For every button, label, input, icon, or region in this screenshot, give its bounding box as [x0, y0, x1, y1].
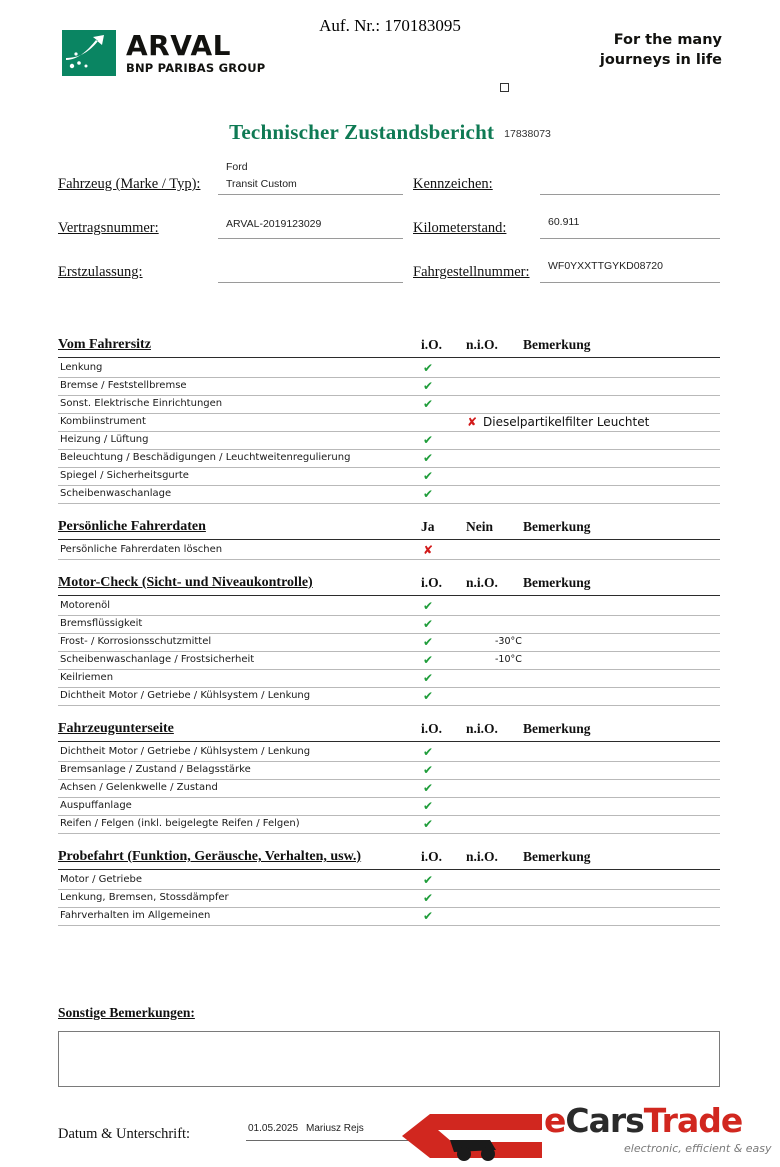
inspection-row-label: Sonst. Elektrische Einrichtungen — [60, 398, 223, 409]
arval-logo — [62, 30, 265, 76]
fahrgestellnummer-line — [540, 282, 720, 283]
ecarstrade-e: e — [544, 1101, 566, 1140]
checkbox-unlabeled[interactable] — [500, 83, 509, 92]
ecarstrade-arrow-icon — [392, 1106, 552, 1164]
kilometerstand-label: Kilometerstand: — [413, 220, 507, 236]
inspection-row-label: Achsen / Gelenkwelle / Zustand — [60, 782, 218, 793]
kennzeichen-label: Kennzeichen: — [413, 176, 493, 192]
inspection-row-label: Motor / Getriebe — [60, 874, 142, 885]
check-ok-icon[interactable]: ✔ — [423, 873, 434, 887]
ecarstrade-logo — [392, 1098, 772, 1164]
check-ok-icon[interactable]: ✔ — [423, 799, 434, 813]
kennzeichen-line — [540, 194, 720, 195]
section-title: Persönliche Fahrerdaten — [58, 519, 206, 534]
vehicle-info-block — [58, 156, 720, 288]
inspection-row-remark: -30°C — [495, 636, 522, 647]
inspection-row — [58, 360, 720, 378]
fahrgestellnummer-value: WF0YXXTTGYKD08720 — [548, 260, 663, 272]
check-ok-icon[interactable]: ✔ — [423, 817, 434, 831]
inspection-row — [58, 798, 720, 816]
fahrzeug-label: Fahrzeug (Marke / Typ): — [58, 176, 201, 192]
column-header-ok: i.O. — [421, 849, 443, 864]
inspection-row-label: Lenkung, Bremsen, Stossdämpfer — [60, 892, 229, 903]
check-ok-icon[interactable]: ✔ — [423, 451, 434, 465]
inspection-row — [58, 688, 720, 706]
check-not-ok-icon[interactable]: ✘ — [423, 543, 434, 557]
check-ok-icon[interactable]: ✔ — [423, 599, 434, 613]
check-ok-icon[interactable]: ✔ — [423, 617, 434, 631]
inspection-row-label: Dichtheit Motor / Getriebe / Kühlsystem / Lenkung — [60, 690, 311, 701]
inspection-row-label: Keilriemen — [60, 672, 114, 683]
check-ok-icon[interactable]: ✔ — [423, 361, 434, 375]
section-title: Motor-Check (Sicht- und Niveaukontrolle) — [58, 575, 313, 590]
inspection-row — [58, 890, 720, 908]
check-not-ok-icon[interactable]: ✘ — [467, 415, 478, 429]
vertragsnummer-value: ARVAL-2019123029 — [226, 218, 322, 230]
inspection-row-label: Bremse / Feststellbremse — [60, 380, 187, 391]
document-id: 17838073 — [504, 128, 551, 140]
inspection-row — [58, 872, 720, 890]
info-row-3 — [58, 244, 720, 288]
fahrzeug-make-value: Ford — [226, 161, 248, 173]
inspection-row-label: Dichtheit Motor / Getriebe / Kühlsystem / Lenkung — [60, 746, 311, 757]
page-title: Technischer Zustandsbericht — [229, 120, 495, 144]
erstzulassung-label: Erstzulassung: — [58, 264, 143, 280]
column-header-not-ok: n.i.O. — [466, 721, 498, 736]
inspection-row — [58, 378, 720, 396]
order-number: Auf. Nr.: 170183095 — [319, 16, 461, 35]
signature-label: Datum & Unterschrift: — [58, 1126, 191, 1142]
vertragsnummer-line — [218, 238, 403, 239]
inspection-row — [58, 816, 720, 834]
kilometerstand-line — [540, 238, 720, 239]
inspection-row-label: Auspuffanlage — [60, 800, 132, 811]
check-ok-icon[interactable]: ✔ — [423, 745, 434, 759]
arval-wordmark: ARVAL — [126, 28, 232, 62]
fahrzeug-line — [218, 194, 403, 195]
column-header-remark: Bemerkung — [523, 337, 591, 352]
inspection-row-label: Scheibenwaschanlage / Frostsicherheit — [60, 654, 255, 665]
section-rows — [58, 598, 720, 706]
check-ok-icon[interactable]: ✔ — [423, 671, 434, 685]
section-header — [58, 848, 720, 870]
other-remarks-block — [58, 1005, 720, 1087]
tagline-line-1: For the many — [613, 32, 722, 48]
inspection-section — [58, 574, 720, 706]
inspection-row-label: Heizung / Lüftung — [60, 434, 149, 445]
arval-logo-icon — [62, 30, 116, 76]
fahrgestellnummer-label: Fahrgestellnummer: — [413, 264, 530, 280]
section-rows — [58, 872, 720, 926]
section-rows — [58, 360, 720, 504]
column-header-remark: Bemerkung — [523, 575, 591, 590]
column-header-ok: Ja — [421, 519, 435, 534]
column-header-ok: i.O. — [421, 337, 443, 352]
info-row-2 — [58, 200, 720, 244]
fahrzeug-model-value: Transit Custom — [226, 178, 297, 190]
section-title: Fahrzeugunterseite — [58, 721, 174, 736]
inspection-row — [58, 396, 720, 414]
inspection-row — [58, 414, 720, 432]
check-ok-icon[interactable]: ✔ — [423, 781, 434, 795]
column-header-not-ok: n.i.O. — [466, 337, 498, 352]
check-ok-icon[interactable]: ✔ — [423, 891, 434, 905]
inspection-row-label: Kombiinstrument — [60, 416, 146, 427]
ecarstrade-cars: Cars — [565, 1101, 644, 1140]
check-ok-icon[interactable]: ✔ — [423, 909, 434, 923]
inspection-row-label: Frost- / Korrosionsschutzmittel — [60, 636, 212, 647]
inspection-row — [58, 634, 720, 652]
column-header-remark: Bemerkung — [523, 519, 591, 534]
inspection-row-label: Reifen / Felgen (inkl. beigelegte Reifen / Felgen) — [60, 818, 300, 829]
ecarstrade-wordmark — [544, 1101, 743, 1140]
check-ok-icon[interactable]: ✔ — [423, 397, 434, 411]
column-header-ok: i.O. — [421, 575, 443, 590]
inspection-row — [58, 598, 720, 616]
tagline — [600, 31, 722, 70]
inspection-row — [58, 670, 720, 688]
inspection-row — [58, 468, 720, 486]
inspection-row-remark: -10°C — [495, 654, 522, 665]
inspection-row-remark: Dieselpartikelfilter Leuchtet — [483, 415, 650, 429]
tagline-line-2: journeys in life — [599, 51, 722, 68]
column-header-ok: i.O. — [421, 721, 443, 736]
inspection-row-label: Bremsflüssigkeit — [60, 618, 143, 629]
erstzulassung-line — [218, 282, 403, 283]
check-ok-icon[interactable]: ✔ — [423, 469, 434, 483]
section-rows — [58, 744, 720, 834]
inspection-row-label: Scheibenwaschanlage — [60, 488, 172, 499]
check-ok-icon[interactable]: ✔ — [423, 379, 434, 393]
section-title: Probefahrt (Funktion, Geräusche, Verhalten, usw.) — [58, 849, 362, 864]
info-row-1 — [58, 156, 720, 200]
section-title: Vom Fahrersitz — [58, 337, 151, 352]
inspection-row — [58, 542, 720, 560]
check-ok-icon[interactable]: ✔ — [423, 763, 434, 777]
check-ok-icon[interactable]: ✔ — [423, 653, 434, 667]
document-title-row — [0, 120, 780, 145]
vertragsnummer-label: Vertragsnummer: — [58, 220, 159, 236]
inspection-row — [58, 652, 720, 670]
section-header — [58, 518, 720, 540]
section-rows — [58, 542, 720, 560]
inspection-section — [58, 848, 720, 926]
inspection-row — [58, 616, 720, 634]
column-header-remark: Bemerkung — [523, 849, 591, 864]
other-remarks-input[interactable] — [58, 1031, 720, 1087]
inspection-section — [58, 518, 720, 560]
section-header — [58, 720, 720, 742]
inspection-row — [58, 486, 720, 504]
inspection-row — [58, 744, 720, 762]
inspection-row-label: Beleuchtung / Beschädigungen / Leuchtweitenregulierung — [60, 452, 351, 463]
other-remarks-title: Sonstige Bemerkungen: — [58, 1005, 195, 1020]
inspection-row — [58, 762, 720, 780]
inspection-row-label: Spiegel / Sicherheitsgurte — [60, 470, 189, 481]
inspection-row — [58, 908, 720, 926]
inspection-row — [58, 450, 720, 468]
inspection-row-label: Fahrverhalten im Allgemeinen — [60, 910, 211, 921]
kilometerstand-value: 60.911 — [548, 216, 580, 228]
ecarstrade-tagline: electronic, efficient & easy — [624, 1142, 772, 1155]
arval-subbrand: BNP PARIBAS GROUP — [126, 60, 266, 75]
inspection-row-label: Motorenöl — [60, 600, 111, 611]
section-header — [58, 336, 720, 358]
inspection-row — [58, 432, 720, 450]
check-ok-icon[interactable]: ✔ — [423, 487, 434, 501]
column-header-remark: Bemerkung — [523, 721, 591, 736]
column-header-not-ok: n.i.O. — [466, 849, 498, 864]
inspection-section — [58, 720, 720, 834]
inspection-row-label: Lenkung — [60, 362, 103, 373]
inspection-row — [58, 780, 720, 798]
ecarstrade-trade: Trade — [643, 1101, 743, 1140]
inspection-row-label: Bremsanlage / Zustand / Belagsstärke — [60, 764, 251, 775]
section-header — [58, 574, 720, 596]
column-header-not-ok: Nein — [466, 519, 493, 534]
check-ok-icon[interactable]: ✔ — [423, 433, 434, 447]
check-ok-icon[interactable]: ✔ — [423, 635, 434, 649]
document-header — [0, 0, 780, 110]
signature-name: Mariusz Rejs — [306, 1123, 364, 1134]
check-ok-icon[interactable]: ✔ — [423, 689, 434, 703]
column-header-not-ok: n.i.O. — [466, 575, 498, 590]
inspection-sections — [58, 336, 720, 940]
signature-date: 01.05.2025 — [248, 1123, 299, 1134]
inspection-row-label: Persönliche Fahrerdaten löschen — [60, 544, 223, 555]
inspection-section — [58, 336, 720, 504]
